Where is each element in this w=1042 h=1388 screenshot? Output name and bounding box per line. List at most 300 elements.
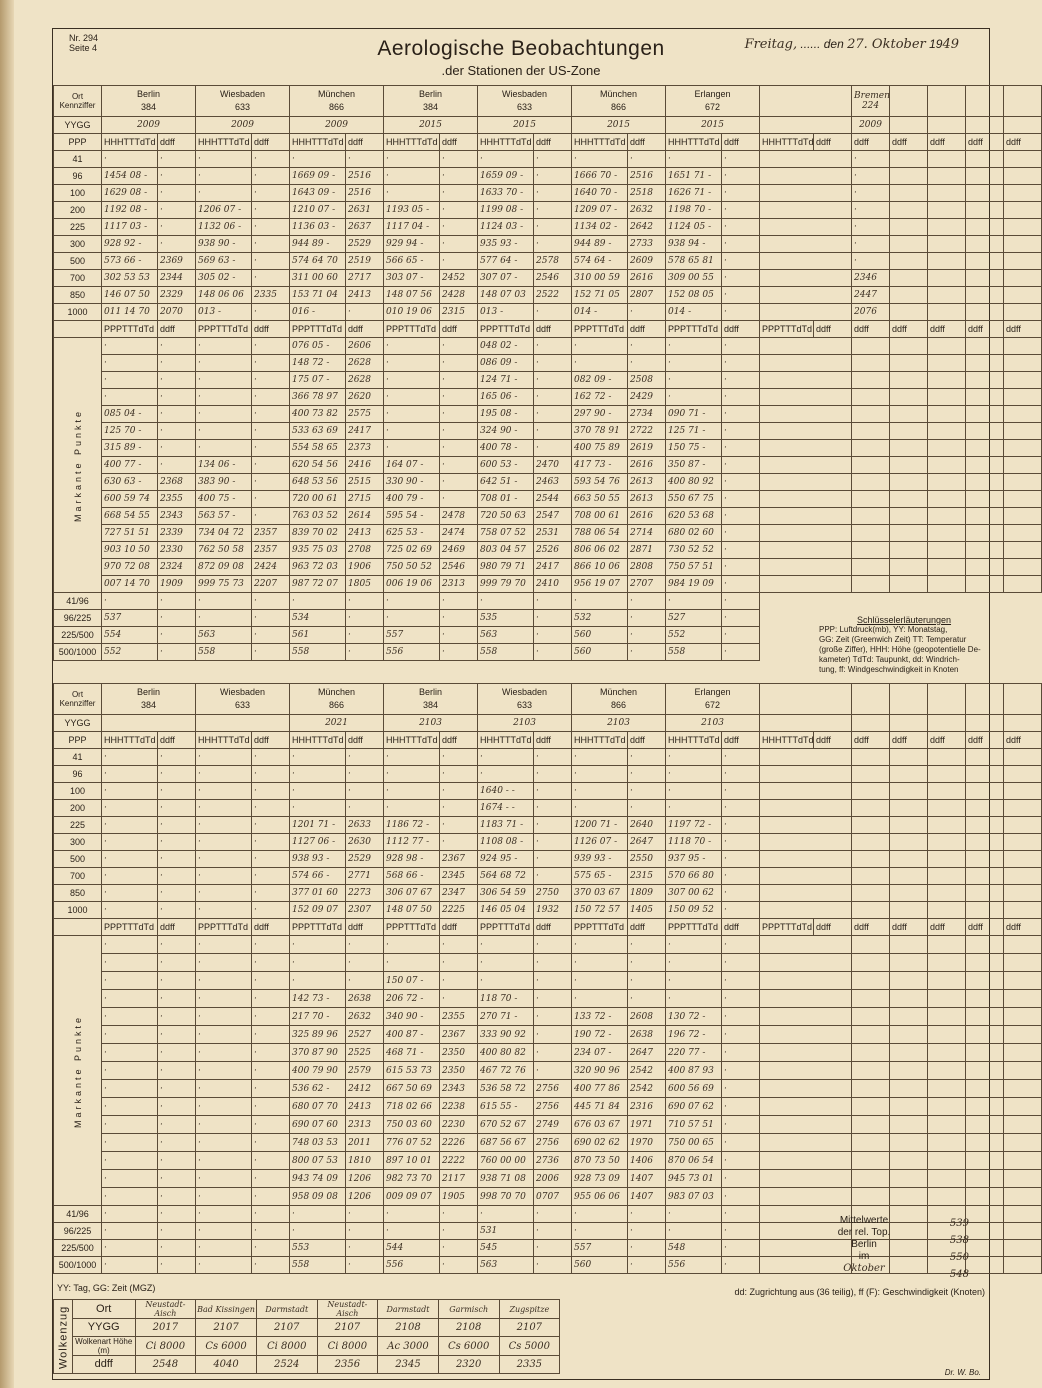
station-header — [102, 684, 196, 715]
observation-value: · — [440, 972, 478, 990]
blank-cell — [1004, 423, 1042, 440]
observation-value: · — [346, 1257, 384, 1274]
blank-cell — [852, 749, 890, 766]
observation-value: 556 — [666, 1257, 722, 1274]
blank-cell — [966, 954, 1004, 972]
blank-cell — [890, 151, 928, 168]
observation-value: · — [440, 253, 478, 270]
observation-value: · — [722, 1152, 760, 1170]
observation-value: 2424 — [252, 559, 290, 576]
mean-month: Oktober — [843, 1263, 885, 1274]
station-code: 633 — [517, 102, 533, 112]
observation-value: 870 06 54 — [666, 1152, 722, 1170]
hhh-header: HHHTTTdTd — [102, 732, 158, 749]
observation-value: 1643 09 - — [290, 185, 346, 202]
ddff-header: ddff — [440, 919, 478, 936]
blank-cell — [852, 990, 890, 1008]
observation-value: 383 90 - — [196, 474, 252, 491]
observation-value: 2346 — [852, 270, 890, 287]
observation-value: 987 72 07 — [290, 576, 346, 593]
observation-value: 554 — [102, 627, 158, 644]
blank-cell — [760, 117, 852, 134]
station-name: Berlin — [419, 687, 443, 697]
blank-cell — [928, 338, 966, 355]
level-row — [54, 236, 1042, 253]
hhh-header: HHHTTTdTd — [196, 134, 252, 151]
blank-cell — [852, 1044, 890, 1062]
observation-value: · — [252, 593, 290, 610]
cloud-drift-value: Garmisch — [438, 1300, 499, 1319]
observation-value: 400 79 90 — [290, 1062, 346, 1080]
level-label: 1000 — [54, 902, 102, 919]
blank-cell — [760, 86, 852, 117]
blank-cell — [890, 168, 928, 185]
observation-value: · — [102, 800, 158, 817]
observation-value: · — [252, 1080, 290, 1098]
markante-row — [54, 1008, 1042, 1026]
observation-value: · — [252, 1044, 290, 1062]
observation-value: 2722 — [628, 423, 666, 440]
observation-value: 2871 — [628, 542, 666, 559]
observation-value: · — [196, 185, 252, 202]
observation-value: 2647 — [628, 834, 666, 851]
observation-value: 400 75 - — [196, 491, 252, 508]
observation-value: 086 09 - — [478, 355, 534, 372]
ddff-header: ddff — [890, 732, 928, 749]
ddff-header: ddff — [534, 732, 572, 749]
observation-value: · — [534, 423, 572, 440]
blank-cell — [928, 817, 966, 834]
blank-cell — [54, 321, 102, 338]
key-line: tung, ff: Windgeschwindigkeit in Knoten — [819, 665, 959, 674]
observation-value: · — [534, 1062, 572, 1080]
observation-value: 330 90 - — [384, 474, 440, 491]
blank-cell — [760, 766, 852, 783]
blank-cell — [928, 270, 966, 287]
observation-value: · — [196, 151, 252, 168]
blank-cell — [890, 1170, 928, 1188]
observation-value: · — [102, 1062, 158, 1080]
observation-value: · — [666, 389, 722, 406]
ddff-header: ddff — [966, 732, 1004, 749]
blank-cell — [966, 936, 1004, 954]
ddff-header: ddff — [158, 321, 196, 338]
blank-cell — [852, 972, 890, 990]
date-line: Freitag, ...... den 27. Oktober 1949 — [744, 37, 959, 52]
observation-value: · — [722, 185, 760, 202]
mean-label: Berlin — [851, 1239, 877, 1250]
observation-value: 558 — [196, 644, 252, 661]
observation-value: 750 57 51 — [666, 559, 722, 576]
mean-value: 538 — [949, 1235, 969, 1246]
markante-row — [54, 1152, 1042, 1170]
observation-value: 320 90 96 — [572, 1062, 628, 1080]
blank-cell — [966, 684, 1004, 715]
observation-value: · — [196, 423, 252, 440]
observation-value: 2413 — [346, 525, 384, 542]
mean-values-box — [819, 1215, 979, 1283]
observation-value: 2373 — [346, 440, 384, 457]
observation-value: · — [158, 593, 196, 610]
blank-cell — [966, 389, 1004, 406]
key-line: PPP: Luftdruck(mb), YY: Monatstag, — [819, 625, 948, 634]
blank-cell — [852, 766, 890, 783]
observation-value: 306 54 59 — [478, 885, 534, 902]
observation-value: 1932 — [534, 902, 572, 919]
observation-value: 560 — [572, 644, 628, 661]
blank-cell — [760, 287, 852, 304]
station-name: Wiesbaden — [220, 687, 266, 697]
yygg-value: 2009 — [102, 117, 196, 134]
observation-value: · — [252, 936, 290, 954]
observation-value: · — [534, 355, 572, 372]
blank-cell — [966, 253, 1004, 270]
observation-value: · — [158, 1257, 196, 1274]
ddff-header: ddff — [722, 321, 760, 338]
observation-value: 190 72 - — [572, 1026, 628, 1044]
markante-row — [54, 389, 1042, 406]
observation-value: · — [722, 202, 760, 219]
observation-value: · — [722, 610, 760, 627]
observation-value: · — [196, 783, 252, 800]
observation-value: · — [252, 817, 290, 834]
observation-value: 2608 — [628, 1008, 666, 1026]
observation-value: · — [384, 610, 440, 627]
blank-cell — [760, 885, 852, 902]
observation-value: · — [252, 1062, 290, 1080]
observation-value: 333 90 92 — [478, 1026, 534, 1044]
blank-cell — [1004, 868, 1042, 885]
observation-value: · — [478, 972, 534, 990]
observation-value: 377 01 60 — [290, 885, 346, 902]
level-row — [54, 834, 1042, 851]
observation-value: 999 75 73 — [196, 576, 252, 593]
level-row — [54, 219, 1042, 236]
observation-value: · — [666, 372, 722, 389]
observation-value: 2238 — [440, 1098, 478, 1116]
observation-value: 340 90 - — [384, 1008, 440, 1026]
hhh-header: HHHTTTdTd — [102, 134, 158, 151]
observation-value: 663 50 55 — [572, 491, 628, 508]
blank-cell — [928, 542, 966, 559]
observation-value: · — [158, 851, 196, 868]
yygg-row — [54, 715, 1042, 732]
observation-value: 1407 — [628, 1170, 666, 1188]
observation-value: 125 71 - — [666, 423, 722, 440]
observation-value: 010 19 06 — [384, 304, 440, 321]
blank-cell — [852, 423, 890, 440]
blank-cell — [852, 800, 890, 817]
observation-value: · — [722, 593, 760, 610]
blank-cell — [760, 542, 852, 559]
observation-value: · — [158, 1116, 196, 1134]
observation-value: 2628 — [346, 355, 384, 372]
cloud-drift-value: 2108 — [438, 1319, 499, 1337]
observation-value: · — [384, 372, 440, 389]
summary-row — [54, 593, 1042, 610]
blank-cell — [852, 1116, 890, 1134]
observation-value: 2546 — [440, 559, 478, 576]
observation-value: 2616 — [628, 457, 666, 474]
observation-value: · — [852, 202, 890, 219]
blank-cell — [852, 885, 890, 902]
observation-value: · — [196, 338, 252, 355]
blank-cell — [1004, 1026, 1042, 1044]
observation-value: · — [722, 1116, 760, 1134]
observation-value: · — [252, 749, 290, 766]
observation-value: · — [346, 800, 384, 817]
observation-value: · — [628, 936, 666, 954]
observation-value: 400 77 - — [102, 457, 158, 474]
observation-value: · — [722, 644, 760, 661]
observation-value: 574 64 - — [572, 253, 628, 270]
observation-value: · — [722, 338, 760, 355]
observation-value: 2429 — [628, 389, 666, 406]
observation-value: · — [196, 1240, 252, 1257]
observation-value: · — [290, 749, 346, 766]
observation-value: · — [196, 1152, 252, 1170]
observation-value: · — [722, 406, 760, 423]
blank-cell — [928, 406, 966, 423]
observation-value: · — [158, 185, 196, 202]
observation-value: · — [290, 151, 346, 168]
blank-cell — [760, 1188, 852, 1206]
observation-value: 720 00 61 — [290, 491, 346, 508]
level-label: 200 — [54, 202, 102, 219]
level-row — [54, 270, 1042, 287]
observation-value: · — [722, 1026, 760, 1044]
blank-cell — [760, 423, 852, 440]
observation-value: 955 06 06 — [572, 1188, 628, 1206]
observation-value: 0707 — [534, 1188, 572, 1206]
observation-value: 1117 03 - — [102, 219, 158, 236]
blank-cell — [928, 202, 966, 219]
blank-cell — [760, 219, 852, 236]
observation-value: 307 07 - — [478, 270, 534, 287]
observation-value: · — [722, 151, 760, 168]
observation-value: · — [158, 372, 196, 389]
observation-value: 1193 05 - — [384, 202, 440, 219]
observation-value: · — [196, 954, 252, 972]
observation-value: 958 09 08 — [290, 1188, 346, 1206]
yygg-value: 2103 — [478, 715, 572, 732]
observation-value: 2613 — [628, 474, 666, 491]
ddff-header: ddff — [814, 321, 852, 338]
blank-cell — [760, 1044, 852, 1062]
observation-value: · — [722, 834, 760, 851]
observation-value: 148 06 06 — [196, 287, 252, 304]
observation-value: · — [102, 1044, 158, 1062]
observation-value: 730 52 52 — [666, 542, 722, 559]
observation-value: 307 00 62 — [666, 885, 722, 902]
observation-value: 370 87 90 — [290, 1044, 346, 1062]
ddff-header: ddff — [966, 919, 1004, 936]
observation-value: 315 89 - — [102, 440, 158, 457]
observation-value: 2749 — [534, 1116, 572, 1134]
ddff-header: ddff — [928, 919, 966, 936]
observation-value: 2632 — [628, 202, 666, 219]
cloud-drift-value: Ac 3000 — [378, 1337, 439, 1356]
observation-value: · — [102, 885, 158, 902]
yygg-value: 2103 — [384, 715, 478, 732]
footer-note-left: YY: Tag, GG: Zeit (MGZ) — [57, 1283, 156, 1293]
level-row — [54, 817, 1042, 834]
observation-value: · — [722, 508, 760, 525]
ddff-header: ddff — [966, 134, 1004, 151]
observation-value: 1124 03 - — [478, 219, 534, 236]
observation-value: 945 73 01 — [666, 1170, 722, 1188]
observation-value: · — [158, 202, 196, 219]
yygg-value: 2015 — [572, 117, 666, 134]
ppp-header: PPPTTTdTd — [102, 919, 158, 936]
observation-value: 014 - — [666, 304, 722, 321]
blank-cell — [1004, 1116, 1042, 1134]
observation-value: 148 72 - — [290, 355, 346, 372]
blank-cell — [928, 1044, 966, 1062]
observation-value: 937 95 - — [666, 851, 722, 868]
ddff-header: ddff — [966, 321, 1004, 338]
ddff-header: ddff — [1004, 134, 1042, 151]
ddff-header: ddff — [1004, 732, 1042, 749]
observation-value: 1454 08 - — [102, 168, 158, 185]
observation-value: · — [722, 474, 760, 491]
observation-value: 2463 — [534, 474, 572, 491]
blank-cell — [890, 783, 928, 800]
observation-value: · — [346, 151, 384, 168]
yygg-value — [102, 715, 196, 732]
observation-value: 1651 71 - — [666, 168, 722, 185]
observation-value: · — [102, 1223, 158, 1240]
markante-row — [54, 406, 1042, 423]
observation-value: · — [196, 1080, 252, 1098]
observation-value: 561 — [290, 627, 346, 644]
observation-value: · — [440, 338, 478, 355]
blank-cell — [1004, 86, 1042, 117]
observation-value: · — [440, 766, 478, 783]
observation-value: · — [102, 851, 158, 868]
observation-value: 935 75 03 — [290, 542, 346, 559]
station-header — [666, 86, 760, 117]
observation-value: 970 72 08 — [102, 559, 158, 576]
observation-value: · — [440, 749, 478, 766]
blank-cell — [852, 559, 890, 576]
observation-value: 563 57 - — [196, 508, 252, 525]
observation-value: · — [572, 800, 628, 817]
observation-value: · — [722, 1223, 760, 1240]
observation-value: 1909 — [158, 576, 196, 593]
blank-cell — [890, 972, 928, 990]
station-row — [54, 86, 1042, 117]
observation-value: 2343 — [158, 508, 196, 525]
observation-value: · — [852, 219, 890, 236]
yygg-value: 2021 — [290, 715, 384, 732]
observation-value: · — [534, 406, 572, 423]
blank-cell — [852, 1152, 890, 1170]
level-row — [54, 902, 1042, 919]
level-label: 850 — [54, 287, 102, 304]
blank-cell — [760, 236, 852, 253]
observation-value: 2736 — [534, 1152, 572, 1170]
observation-value: · — [196, 972, 252, 990]
cloud-drift-value: 4040 — [196, 1356, 257, 1374]
observation-value: 928 92 - — [102, 236, 158, 253]
observation-value: 195 08 - — [478, 406, 534, 423]
observation-value: · — [196, 1008, 252, 1026]
mean-value: 539 — [949, 1218, 969, 1229]
observation-value: 400 77 86 — [572, 1080, 628, 1098]
observation-value: · — [722, 236, 760, 253]
observation-value: 548 — [666, 1240, 722, 1257]
observation-value: · — [722, 304, 760, 321]
level-row — [54, 185, 1042, 202]
observation-value: · — [440, 1257, 478, 1274]
observation-value: 2637 — [346, 219, 384, 236]
blank-cell — [1004, 1170, 1042, 1188]
observation-value: · — [196, 1062, 252, 1080]
observation-value: 1112 77 - — [384, 834, 440, 851]
observation-value: · — [252, 474, 290, 491]
blank-cell — [890, 766, 928, 783]
blank-cell — [890, 406, 928, 423]
blank-cell — [760, 576, 852, 593]
blank-cell — [890, 474, 928, 491]
blank-cell — [852, 457, 890, 474]
observation-value: · — [534, 783, 572, 800]
observation-value: · — [252, 355, 290, 372]
observation-value: · — [628, 338, 666, 355]
observation-value: · — [252, 236, 290, 253]
observation-value: 009 09 07 — [384, 1188, 440, 1206]
observation-value: 2225 — [440, 902, 478, 919]
blank-cell — [890, 117, 928, 134]
blank-cell — [928, 885, 966, 902]
observation-value: 1629 08 - — [102, 185, 158, 202]
observation-value: 175 07 - — [290, 372, 346, 389]
observation-value: 2339 — [158, 525, 196, 542]
observation-value: · — [384, 936, 440, 954]
blank-cell — [760, 936, 852, 954]
observation-value: · — [158, 817, 196, 834]
observation-value: 1406 — [628, 1152, 666, 1170]
observation-value: 1971 — [628, 1116, 666, 1134]
level-label: 500 — [54, 851, 102, 868]
observation-value: 2345 — [440, 868, 478, 885]
blank-cell — [1004, 355, 1042, 372]
observation-value: 400 80 92 — [666, 474, 722, 491]
cloud-drift-row-label: ddff — [72, 1356, 135, 1374]
blank-cell — [852, 372, 890, 389]
observation-value: · — [440, 990, 478, 1008]
ddff-header: ddff — [628, 732, 666, 749]
level-label: 41 — [54, 749, 102, 766]
markante-row — [54, 457, 1042, 474]
observation-value: · — [196, 1188, 252, 1206]
cloud-drift-value: 2548 — [135, 1356, 196, 1374]
observation-value: 048 02 - — [478, 338, 534, 355]
observation-value: 1199 08 - — [478, 202, 534, 219]
observation-value: · — [628, 151, 666, 168]
blank-cell — [760, 684, 852, 715]
station-grid — [53, 683, 1042, 1274]
yygg-value: 2015 — [666, 117, 760, 134]
observation-value: · — [384, 800, 440, 817]
observation-value: · — [158, 1206, 196, 1223]
blank-cell — [852, 936, 890, 954]
observation-value: · — [290, 936, 346, 954]
observation-value: 1132 06 - — [196, 219, 252, 236]
observation-value: · — [102, 1134, 158, 1152]
observation-value: 718 02 66 — [384, 1098, 440, 1116]
